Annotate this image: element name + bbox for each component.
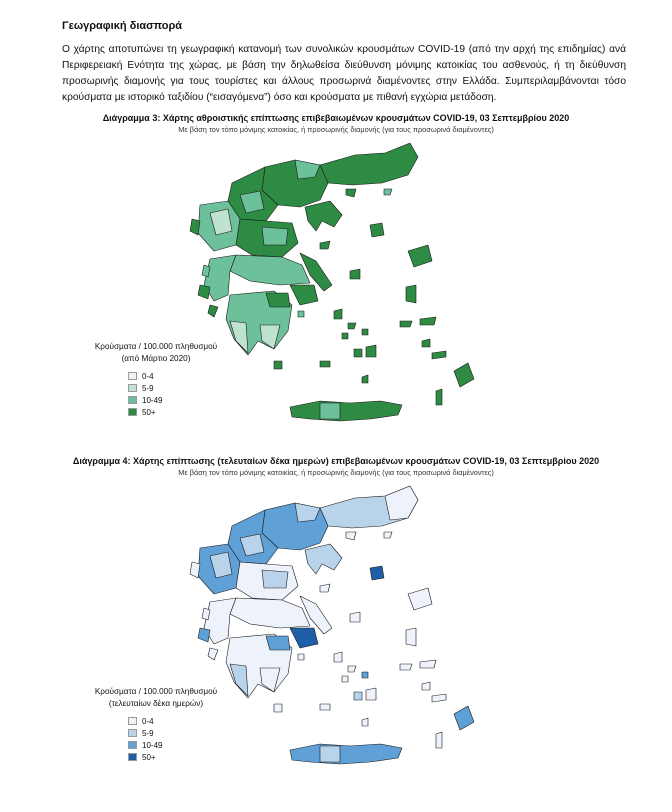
- region-corinthia: [266, 636, 290, 650]
- region-central-greece: [230, 255, 310, 285]
- region-tinos: [348, 666, 356, 672]
- region-milos: [320, 361, 330, 367]
- region-lesvos: [408, 588, 432, 610]
- region-samos: [420, 660, 436, 668]
- region-kalymnos: [422, 339, 430, 347]
- legend-item: [128, 727, 236, 739]
- intro-paragraph: [62, 42, 626, 106]
- region-chalkidiki: [305, 544, 342, 574]
- region-skyros: [350, 269, 360, 279]
- legend-label: 0-4: [142, 371, 154, 381]
- region-lemnos: [370, 223, 384, 237]
- legend-label: 5-9: [142, 383, 154, 393]
- region-rhodes: [454, 363, 474, 387]
- region-mykonos: [362, 672, 368, 678]
- region-zakynthos: [208, 648, 218, 660]
- region-thasos: [346, 189, 356, 197]
- region-syros: [342, 676, 348, 682]
- region-samos: [420, 317, 436, 325]
- region-kythira: [274, 361, 282, 369]
- figure4-legend: [76, 686, 236, 763]
- legend-swatch: [128, 753, 137, 761]
- region-lemnos: [370, 566, 384, 580]
- region-rethymno: [320, 746, 340, 762]
- region-corfu: [190, 562, 200, 578]
- region-mykonos: [362, 329, 368, 335]
- region-kos: [432, 351, 446, 359]
- region-attica: [290, 628, 318, 648]
- region-ikaria: [400, 321, 412, 327]
- legend-item: [128, 715, 236, 727]
- legend-title: Κρούσματα / 100.000 πληθυσμού: [94, 342, 218, 351]
- legend-subtitle: (τελευταίων δέκα ημερών): [108, 699, 204, 708]
- figure3-title: Διάγραμμα 3: Χάρτης αθροιστικής επίπτωσης επιβεβαιωμένων κρουσμάτων COVID-19, 03 Σεπτεμβρίου 2020: [102, 113, 570, 123]
- region-santorini: [362, 375, 368, 383]
- region-paros: [354, 349, 362, 357]
- intro-text: Ο χάρτης αποτυπώνει τη γεωγραφική κατανομή των συνολικών κρουσμάτων COVID-19 (από την αρχή της επιδημίας) ανά Περιφερειακή Ενότητα της χώρας, με βάση την δηλωθείσα διεύθυνση μόνιμης κατοικίας του ασθενούς, ή τη διεύθυνση προσωρινής διαμονής για τους τουρίστες και άλλους προσωρινά διαμένοντες στην Ελλάδα. Συμπεριλαμβάνονται τόσο κρούσματα με ιστορικό ταξιδίου (“εισαγόμενα”) όσο και κρούσματα με πιθανή εγχώρια μετάδοση.: [62, 44, 626, 103]
- legend-swatch: [128, 717, 137, 725]
- region-crete: [290, 401, 402, 421]
- region-thrace: [320, 143, 418, 185]
- figure3-subtitle: Με βάση τον τόπο μόνιμης κατοικίας, ή προσωρινής διαμονής (για τους προσωρινά διαμένοντες): [178, 125, 494, 134]
- legend-item: [128, 394, 236, 406]
- legend-swatch: [128, 741, 137, 749]
- figure4-title: Διάγραμμα 4: Χάρτης επίπτωσης (τελευταίων δέκα ημερών) επιβεβαιωμένων κρουσμάτων COVID-19, 03 Σεπτεμβρίου 2020: [72, 456, 600, 466]
- figure3-legend: [76, 341, 236, 418]
- legend-label: 5-9: [142, 728, 154, 738]
- region-santorini: [362, 718, 368, 726]
- region-naxos: [366, 688, 376, 700]
- legend-title: Κρούσματα / 100.000 πληθυσμού: [94, 687, 218, 696]
- region-kythira: [274, 704, 282, 712]
- region-karpathos: [436, 732, 442, 748]
- region-crete: [290, 744, 402, 764]
- region-paros: [354, 692, 362, 700]
- region-syros: [342, 333, 348, 339]
- region-evros: [385, 486, 418, 520]
- region-larissa: [262, 227, 288, 245]
- region-aegina: [298, 654, 304, 660]
- region-thasos: [346, 532, 356, 540]
- legend-item: [128, 382, 236, 394]
- region-kefalonia: [198, 628, 210, 642]
- region-tinos: [348, 323, 356, 329]
- region-naxos: [366, 345, 376, 357]
- region-rethymno: [320, 403, 340, 419]
- legend-swatch: [128, 408, 137, 416]
- legend-swatch: [128, 372, 137, 380]
- region-corinthia: [266, 293, 290, 307]
- region-kefalonia: [198, 285, 210, 299]
- legend-item: [128, 739, 236, 751]
- region-attica: [290, 285, 318, 305]
- region-corfu: [190, 219, 200, 235]
- legend-swatch: [128, 729, 137, 737]
- legend-label: 10-49: [142, 395, 163, 405]
- region-samothrace: [384, 532, 392, 538]
- region-rhodes: [454, 706, 474, 730]
- region-chalkidiki: [305, 201, 342, 231]
- legend-label: 0-4: [142, 716, 154, 726]
- legend-item: [128, 370, 236, 382]
- legend-item: [128, 406, 236, 418]
- region-lesvos: [408, 245, 432, 267]
- legend-item: [128, 751, 236, 763]
- region-andros: [334, 309, 342, 319]
- legend-swatch: [128, 384, 137, 392]
- legend-label: 50+: [142, 407, 156, 417]
- figure4-subtitle: Με βάση τον τόπο μόνιμης κατοικίας, ή προσωρινής διαμονής (για τους προσωρινά διαμένοντες): [178, 468, 494, 477]
- region-central-greece: [230, 598, 310, 628]
- region-skyros: [350, 612, 360, 622]
- region-kos: [432, 694, 446, 702]
- region-sporades: [320, 241, 330, 249]
- region-larissa: [262, 570, 288, 588]
- region-aegina: [298, 311, 304, 317]
- region-karpathos: [436, 389, 442, 405]
- region-andros: [334, 652, 342, 662]
- region-chios: [406, 285, 416, 303]
- region-chios: [406, 628, 416, 646]
- section-heading: Γεωγραφική διασπορά: [62, 20, 183, 32]
- legend-swatch: [128, 396, 137, 404]
- region-zakynthos: [208, 305, 218, 317]
- legend-label: 50+: [142, 752, 156, 762]
- region-milos: [320, 704, 330, 710]
- legend-subtitle: (από Μάρτιο 2020): [121, 354, 191, 363]
- region-kalymnos: [422, 682, 430, 690]
- region-ikaria: [400, 664, 412, 670]
- legend-label: 10-49: [142, 740, 163, 750]
- region-samothrace: [384, 189, 392, 195]
- region-sporades: [320, 584, 330, 592]
